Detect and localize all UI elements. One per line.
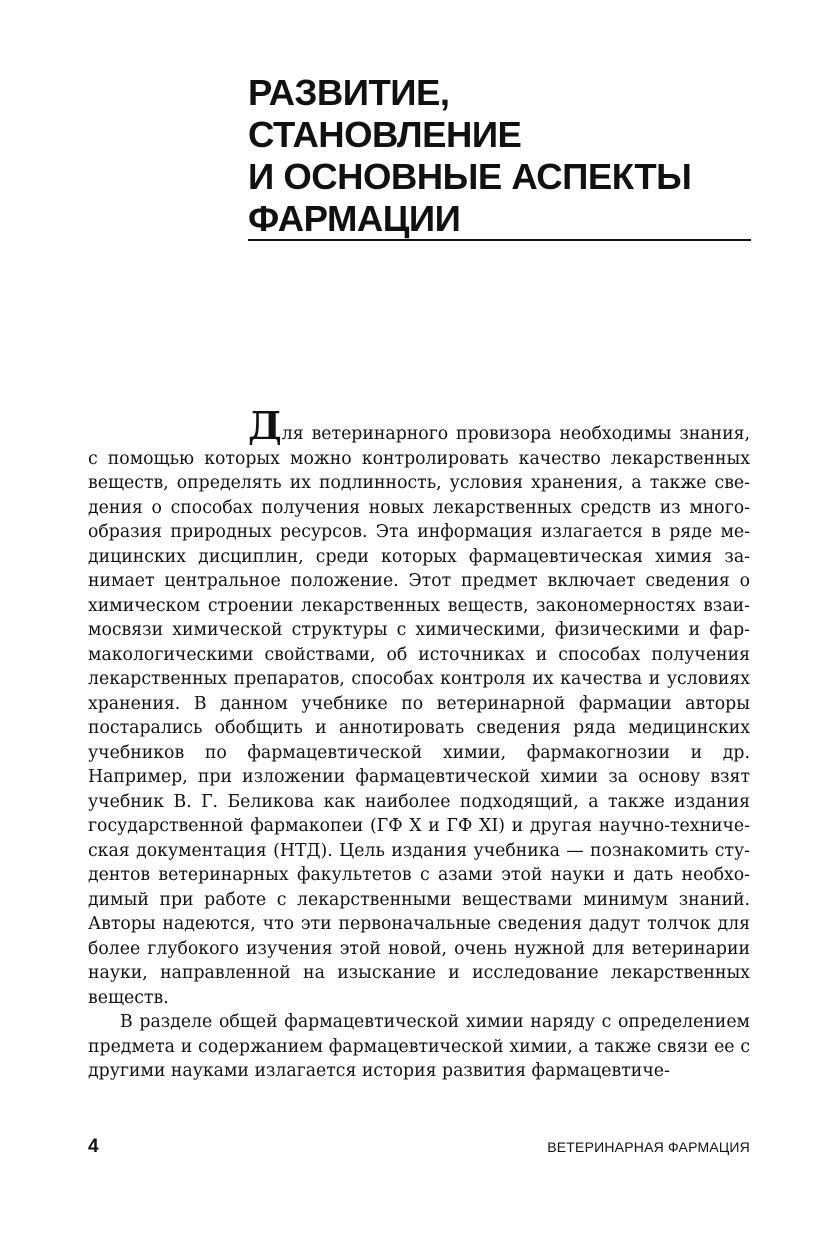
paragraph-1-text: ля ветеринарного провизора необходимы знания, с помощью которых можно контролировать качество лекарственных веществ, определять их подлинность, условия хранения, а также сведения о способах получения новых лекарственных средств из многообразия природных ресурсов. Эта информация излагается в ряде медицинских дисциплин, среди которых фармацевтическая химия занимает центральное положение. Этот предмет включает сведения о химическом строении лекарственных веществ, закономерностях взаимосвязи химической структуры с химическими, физическими и фармакологическими свойствами, об источниках и способах получения лекарственных препаратов, способах контроля их качества и условиях хранения. В данном учебнике по ветеринарной фармации авторы постарались обобщить и аннотировать сведения ряда медицинских учебников по фармацевтической химии, фармакогнозии и др. Например, при изложении фармацевтической химии за основу взят учебник В. Г. Беликова как наиболее подходящий, а также издания государственной фармакопеи (ГФ X и ГФ XI) и другая научно-техническая документация (НТД). Цель издания учебника — познакомить студентов ветеринарных факультетов с азами этой науки и дать необходимый при работе с лекарственными веществами минимум знаний. Авторы надеются, что эти первоначальные сведения дадут толчок для более глубокого изучения этой новой, очень нужной для ветеринарии науки, направленной на изыскание и исследование лекарственных веществ. — [88, 424, 750, 1008]
paragraph-1 — [88, 403, 750, 1010]
chapter-title-line: РАЗВИТИЕ, — [248, 72, 450, 113]
chapter-title — [248, 72, 751, 240]
paragraph-2-text: В разделе общей фармацевтической химии наряду с определением предмета и содержанием фармацевтической химии, а также связи ее с другими науками излагается история развития фармацевтиче- — [88, 1012, 750, 1081]
heading-divider — [248, 239, 751, 241]
page-number: 4 — [88, 1136, 99, 1157]
running-title: ВЕТЕРИНАРНАЯ ФАРМАЦИЯ — [547, 1139, 750, 1155]
paragraph-2 — [88, 1010, 750, 1084]
chapter-title-line: ФАРМАЦИИ — [248, 198, 461, 239]
drop-cap: Д — [248, 403, 282, 448]
chapter-title-line: СТАНОВЛЕНИЕ — [248, 114, 522, 155]
body-text — [88, 403, 750, 1084]
chapter-title-line: И ОСНОВНЫЕ АСПЕКТЫ — [248, 156, 692, 197]
